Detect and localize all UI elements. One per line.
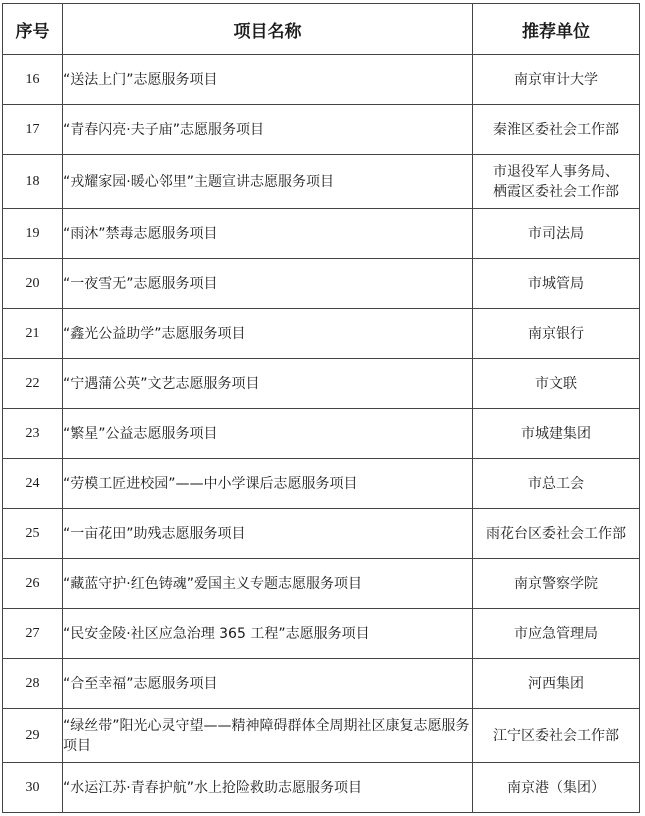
row-number: 20 <box>3 259 63 309</box>
table-row <box>3 509 640 559</box>
header-no: 序号 <box>3 4 63 55</box>
recommending-unit-line: 雨花台区委社会工作部 <box>486 525 626 542</box>
project-name: “青春闪亮·夫子庙”志愿服务项目 <box>63 105 473 155</box>
recommending-unit <box>473 409 640 459</box>
project-name: “戎耀家园·暖心邻里”主题宣讲志愿服务项目 <box>63 155 473 209</box>
project-name: “一亩花田”助残志愿服务项目 <box>63 509 473 559</box>
recommending-unit <box>473 459 640 509</box>
recommending-unit <box>473 659 640 709</box>
project-name: “鑫光公益助学”志愿服务项目 <box>63 309 473 359</box>
project-name: “宁遇蒲公英”文艺志愿服务项目 <box>63 359 473 409</box>
recommending-unit-line: 市应急管理局 <box>514 625 598 642</box>
recommending-unit <box>473 55 640 105</box>
recommending-unit <box>473 155 640 209</box>
table-row <box>3 359 640 409</box>
table-header <box>3 4 640 55</box>
project-name: “绿丝带”阳光心灵守望——精神障碍群体全周期社区康复志愿服务项目 <box>63 709 473 763</box>
project-name: “水运江苏·青春护航”水上抢险救助志愿服务项目 <box>63 763 473 813</box>
project-name: “劳模工匠进校园”——中小学课后志愿服务项目 <box>63 459 473 509</box>
table-row <box>3 709 640 763</box>
recommending-unit <box>473 559 640 609</box>
recommending-unit-line: 南京银行 <box>528 325 584 342</box>
table-row <box>3 609 640 659</box>
recommending-unit <box>473 259 640 309</box>
table-row <box>3 55 640 105</box>
recommending-unit-line: 江宁区委社会工作部 <box>493 727 619 744</box>
project-name: “民安金陵·社区应急治理 365 工程”志愿服务项目 <box>63 609 473 659</box>
row-number: 21 <box>3 309 63 359</box>
project-name: “一夜雪无”志愿服务项目 <box>63 259 473 309</box>
project-table <box>2 3 640 813</box>
row-number: 29 <box>3 709 63 763</box>
project-name: “雨沐”禁毒志愿服务项目 <box>63 209 473 259</box>
table-body <box>3 55 640 813</box>
project-name: “送法上门”志愿服务项目 <box>63 55 473 105</box>
row-number: 18 <box>3 155 63 209</box>
row-number: 27 <box>3 609 63 659</box>
recommending-unit <box>473 209 640 259</box>
recommending-unit-line: 市文联 <box>535 375 577 392</box>
project-name: “繁星”公益志愿服务项目 <box>63 409 473 459</box>
table-row <box>3 259 640 309</box>
recommending-unit-line: 南京审计大学 <box>514 71 598 88</box>
table-row <box>3 559 640 609</box>
row-number: 22 <box>3 359 63 409</box>
recommending-unit <box>473 309 640 359</box>
project-name: “藏蓝守护·红色铸魂”爱国主义专题志愿服务项目 <box>63 559 473 609</box>
table-row <box>3 409 640 459</box>
row-number: 16 <box>3 55 63 105</box>
recommending-unit <box>473 509 640 559</box>
recommending-unit-line: 栖霞区委社会工作部 <box>493 183 619 200</box>
recommending-unit <box>473 105 640 155</box>
table-row <box>3 155 640 209</box>
recommending-unit <box>473 609 640 659</box>
recommending-unit-line: 河西集团 <box>528 675 584 692</box>
row-number: 25 <box>3 509 63 559</box>
row-number: 23 <box>3 409 63 459</box>
table-row <box>3 105 640 155</box>
table-row <box>3 659 640 709</box>
recommending-unit-line: 秦淮区委社会工作部 <box>493 121 619 138</box>
table-row <box>3 459 640 509</box>
recommending-unit <box>473 763 640 813</box>
row-number: 24 <box>3 459 63 509</box>
recommending-unit-line: 市司法局 <box>528 225 584 242</box>
table-row <box>3 309 640 359</box>
header-name: 项目名称 <box>63 4 473 55</box>
recommending-unit <box>473 359 640 409</box>
row-number: 30 <box>3 763 63 813</box>
recommending-unit-line: 南京港（集团） <box>507 779 605 796</box>
recommending-unit-line: 市退役军人事务局、 <box>493 163 619 180</box>
header-unit: 推荐单位 <box>473 4 640 55</box>
table-row <box>3 209 640 259</box>
recommending-unit-line: 市城建集团 <box>521 425 591 442</box>
row-number: 26 <box>3 559 63 609</box>
row-number: 28 <box>3 659 63 709</box>
recommending-unit-line: 市总工会 <box>528 475 584 492</box>
project-name: “合至幸福”志愿服务项目 <box>63 659 473 709</box>
recommending-unit-line: 南京警察学院 <box>514 575 598 592</box>
row-number: 17 <box>3 105 63 155</box>
header-row <box>3 4 640 55</box>
row-number: 19 <box>3 209 63 259</box>
recommending-unit <box>473 709 640 763</box>
recommending-unit-line: 市城管局 <box>528 275 584 292</box>
table-row <box>3 763 640 813</box>
